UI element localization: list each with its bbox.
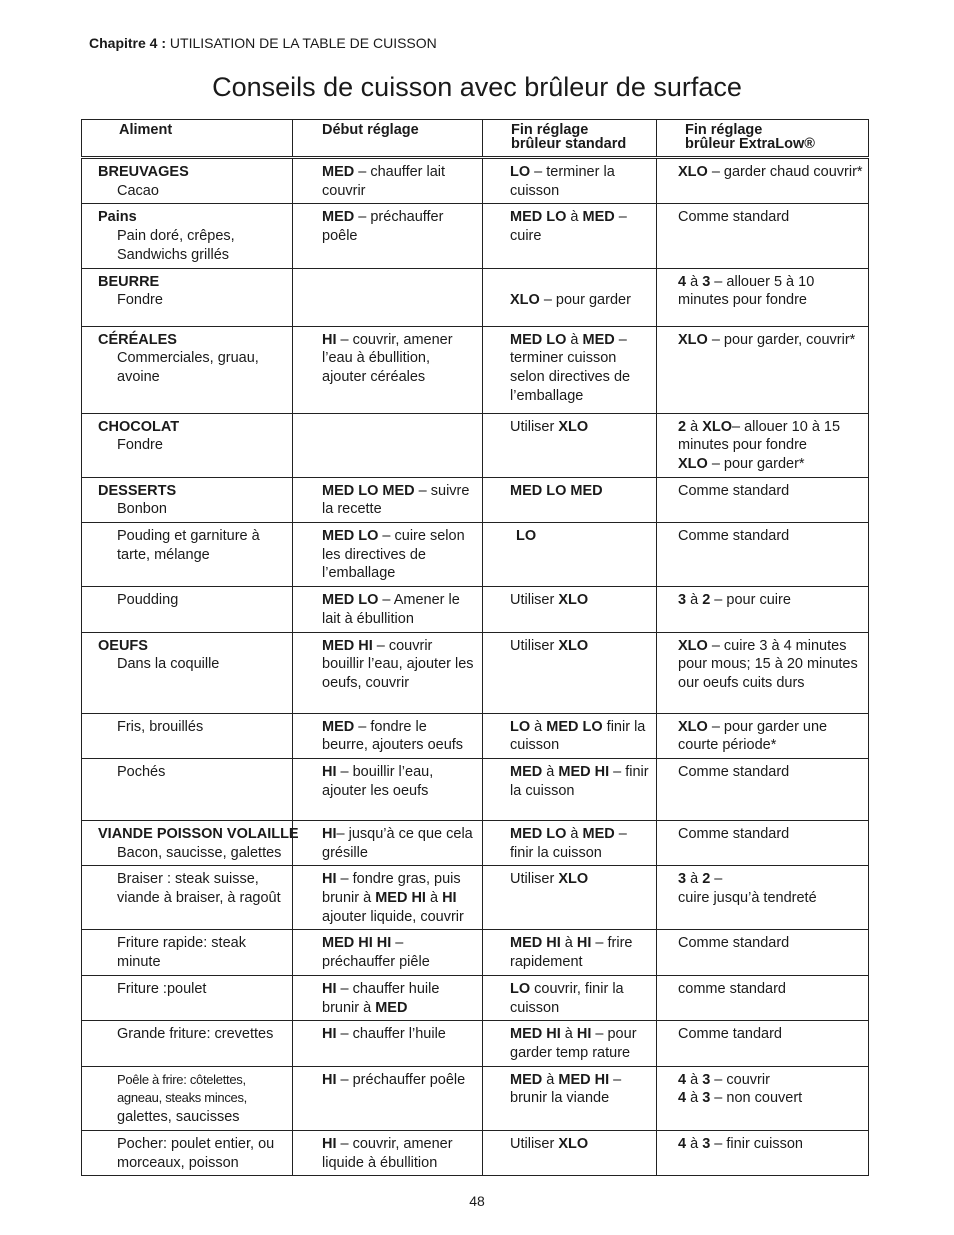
table-row	[82, 1066, 869, 1130]
start-setting-cell: MED LO MED – suivre la recette	[293, 477, 483, 522]
table-row	[82, 632, 869, 713]
food-cell: Pouding et garniture à tarte, mélange	[82, 523, 293, 587]
column-header-aliment: Aliment	[82, 120, 293, 158]
extralow-end-cell: 4 à 3 – finir cuisson	[657, 1130, 869, 1175]
start-setting-cell: MED – fondre le beurre, ajouters oeufs	[293, 713, 483, 758]
standard-end-cell: Utiliser XLO	[483, 413, 657, 477]
extralow-end-cell: comme standard	[657, 975, 869, 1020]
food-cell: Friture rapide: steak minute	[82, 930, 293, 975]
chapter-label: Chapitre 4 :	[89, 35, 167, 51]
standard-end-cell: MED à MED HI – finir la cuisson	[483, 758, 657, 820]
standard-end-cell: MED LO à MED – finir la cuisson	[483, 820, 657, 865]
food-cell: OEUFS Dans la coquille	[82, 632, 293, 713]
start-setting-cell	[293, 413, 483, 477]
chapter-header	[89, 35, 437, 51]
extralow-end-cell: XLO – pour garder, couvrir*	[657, 326, 869, 413]
start-setting-cell: HI – chauffer l’huile	[293, 1021, 483, 1066]
standard-end-cell: Utiliser XLO	[483, 1130, 657, 1175]
table-row	[82, 268, 869, 326]
table-row	[82, 1130, 869, 1175]
standard-end-cell: Utiliser XLO	[483, 866, 657, 930]
extralow-end-cell: Comme standard	[657, 758, 869, 820]
table-row	[82, 158, 869, 204]
food-cell: Poudding	[82, 587, 293, 632]
start-setting-cell: HI – préchauffer poêle	[293, 1066, 483, 1130]
food-cell: Braiser : steak suisse, viande à braiser, à ragoût	[82, 866, 293, 930]
food-cell: DESSERTS Bonbon	[82, 477, 293, 522]
table-row	[82, 1021, 869, 1066]
table-header-row	[82, 120, 869, 158]
food-cell: Grande friture: crevettes	[82, 1021, 293, 1066]
food-cell: Fris, brouillés	[82, 713, 293, 758]
food-cell: Poêle à frire: côtelettes, agneau, steaks minces, galettes, saucisses	[82, 1066, 293, 1130]
extralow-end-cell: Comme tandard	[657, 1021, 869, 1066]
table-row	[82, 930, 869, 975]
chapter-title: UTILISATION DE LA TABLE DE CUISSON	[169, 35, 437, 51]
start-setting-cell: HI – fondre gras, puis brunir à MED HI à HI ajouter liquide, couvrir	[293, 866, 483, 930]
standard-end-cell: LO – terminer la cuisson	[483, 158, 657, 204]
standard-end-cell: LO couvrir, finir la cuisson	[483, 975, 657, 1020]
start-setting-cell: MED – chauffer lait couvrir	[293, 158, 483, 204]
standard-end-cell: MED LO MED	[483, 477, 657, 522]
table-row	[82, 758, 869, 820]
standard-end-cell: Utiliser XLO	[483, 587, 657, 632]
extralow-end-cell: Comme standard	[657, 523, 869, 587]
cooking-table	[81, 119, 869, 1176]
extralow-end-cell: 4 à 3 – couvrir 4 à 3 – non couvert	[657, 1066, 869, 1130]
extralow-end-cell: 4 à 3 – allouer 5 à 10 minutes pour fondre	[657, 268, 869, 326]
table-row	[82, 866, 869, 930]
start-setting-cell: HI – bouillir l’eau, ajouter les oeufs	[293, 758, 483, 820]
table-row	[82, 523, 869, 587]
standard-end-cell: XLO – pour garder	[483, 268, 657, 326]
food-cell: Friture :poulet	[82, 975, 293, 1020]
extralow-end-cell: 3 à 2 – pour cuire	[657, 587, 869, 632]
start-setting-cell	[293, 268, 483, 326]
start-setting-cell: HI– jusqu’à ce que cela grésille	[293, 820, 483, 865]
table-row	[82, 587, 869, 632]
table-row	[82, 713, 869, 758]
table-row	[82, 204, 869, 268]
start-setting-cell: HI – chauffer huile brunir à MED	[293, 975, 483, 1020]
standard-end-cell: MED HI à HI – pour garder temp rature	[483, 1021, 657, 1066]
standard-end-cell: MED à MED HI – brunir la viande	[483, 1066, 657, 1130]
extralow-end-cell: XLO – garder chaud couvrir*	[657, 158, 869, 204]
food-cell: BREUVAGES Cacao	[82, 158, 293, 204]
table-row	[82, 326, 869, 413]
start-setting-cell: MED LO – cuire selon les directives de l’emballage	[293, 523, 483, 587]
extralow-end-cell: 3 à 2 – cuire jusqu’à tendreté	[657, 866, 869, 930]
extralow-end-cell: Comme standard	[657, 930, 869, 975]
food-cell: BEURRE Fondre	[82, 268, 293, 326]
standard-end-cell: MED LO à MED – cuire	[483, 204, 657, 268]
start-setting-cell: HI – couvrir, amener l’eau à ébullition, ajouter céréales	[293, 326, 483, 413]
extralow-end-cell: Comme standard	[657, 477, 869, 522]
food-cell: CÉRÉALES Commerciales, gruau, avoine	[82, 326, 293, 413]
start-setting-cell: MED LO – Amener le lait à ébullition	[293, 587, 483, 632]
table-row	[82, 820, 869, 865]
extralow-end-cell: Comme standard	[657, 204, 869, 268]
extralow-end-cell: XLO – pour garder une courte période*	[657, 713, 869, 758]
table-row	[82, 975, 869, 1020]
standard-end-cell: MED LO à MED – terminer cuisson selon directives de l’emballage	[483, 326, 657, 413]
extralow-end-cell: XLO – cuire 3 à 4 minutes pour mous; 15 à 20 minutes our oeufs cuits durs	[657, 632, 869, 713]
extralow-end-cell: 2 à XLO– allouer 10 à 15 minutes pour fondre XLO – pour garder*	[657, 413, 869, 477]
start-setting-cell: MED – préchauffer poêle	[293, 204, 483, 268]
standard-end-cell: Utiliser XLO	[483, 632, 657, 713]
column-header-fin-standard: Fin réglage brûleur standard	[483, 120, 657, 158]
food-cell: CHOCOLAT Fondre	[82, 413, 293, 477]
start-setting-cell: MED HI HI – préchauffer piêle	[293, 930, 483, 975]
start-setting-cell: MED HI – couvrir bouillir l’eau, ajouter les oeufs, couvrir	[293, 632, 483, 713]
standard-end-cell: LO à MED LO finir la cuisson	[483, 713, 657, 758]
column-header-debut: Début réglage	[293, 120, 483, 158]
standard-end-cell: MED HI à HI – frire rapidement	[483, 930, 657, 975]
page-title: Conseils de cuisson avec brûleur de surface	[212, 72, 742, 102]
standard-end-cell: LO	[483, 523, 657, 587]
table-row	[82, 477, 869, 522]
table-row	[82, 413, 869, 477]
column-header-fin-extralow: Fin réglage brûleur ExtraLow®	[657, 120, 869, 158]
food-cell: Pochés	[82, 758, 293, 820]
page-number: 48	[469, 1193, 485, 1209]
food-cell: Pains Pain doré, crêpes, Sandwichs grillés	[82, 204, 293, 268]
food-cell: VIANDE POISSON VOLAILLE Bacon, saucisse, galettes	[82, 820, 293, 865]
start-setting-cell: HI – couvrir, amener liquide à ébullition	[293, 1130, 483, 1175]
food-cell: Pocher: poulet entier, ou morceaux, poisson	[82, 1130, 293, 1175]
extralow-end-cell: Comme standard	[657, 820, 869, 865]
